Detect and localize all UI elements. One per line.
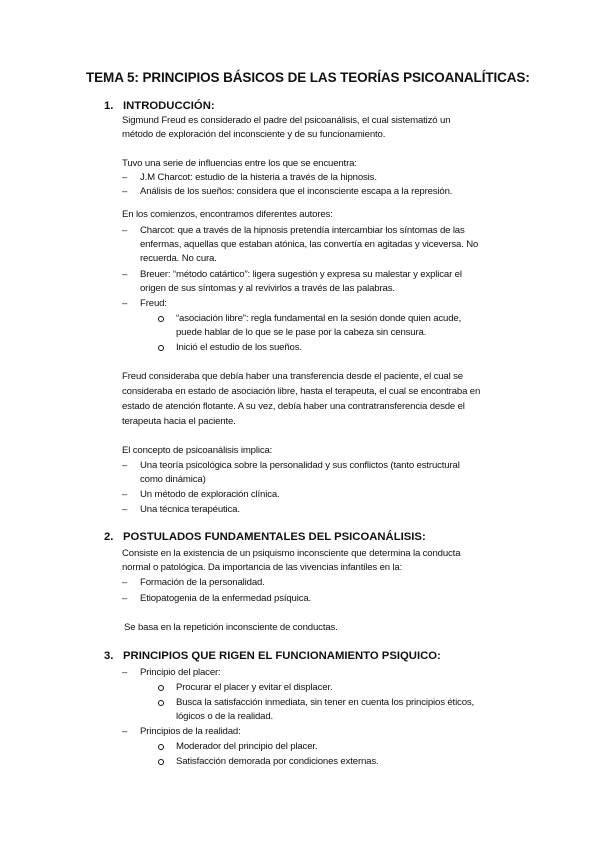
list-item: Un método de exploración clínica. [140, 489, 280, 500]
dash-bullet: – [122, 489, 128, 500]
sub-list-item-continued: puede hablar de lo que se le pase por la cabeza sin censura. [176, 327, 427, 338]
paragraph-line: Consiste en la existencia de un psiquismo inconsciente que determina la conducta [122, 548, 461, 559]
list-item: Una técnica terapéutica. [140, 504, 240, 515]
list-item-continued: recuerda. No cura. [140, 253, 217, 264]
dash-bullet: – [122, 460, 128, 471]
sub-list-item: Inició el estudio de los sueños. [176, 342, 302, 353]
dash-bullet: – [122, 667, 128, 678]
dash-bullet: – [122, 172, 128, 183]
section-1-number: 1. [104, 100, 114, 112]
section-2-number: 2. [104, 531, 114, 543]
list-item: Principios de la realidad: [140, 726, 241, 737]
dash-bullet: – [122, 593, 128, 604]
sub-list-item: “asociación libre”: regla fundamental en la sesión donde quien acude, [176, 313, 462, 324]
section-3-heading [104, 650, 441, 662]
dash-bullet: – [122, 186, 128, 197]
paragraph-line: Sigmund Freud es considerado el padre del psicoanálisis, el cual sistematizó un [122, 115, 451, 126]
dash-bullet: – [122, 269, 128, 280]
section-1-title: INTRODUCCIÓN: [123, 100, 215, 112]
circle-bullet-icon [158, 685, 164, 691]
paragraph-line: Freud consideraba que debía haber una transferencia desde el paciente, el cual se [122, 371, 463, 382]
section-1-heading [104, 100, 215, 112]
dash-bullet: – [122, 298, 128, 309]
circle-bullet-icon [158, 316, 164, 322]
sub-list-item: Moderador del principio del placer. [176, 741, 318, 752]
list-item: Formación de la personalidad. [140, 577, 265, 588]
sub-list-item: Busca la satisfacción inmediata, sin tener en cuenta los principios éticos, [176, 697, 475, 708]
sub-list-item-continued: lógicos o de la realidad. [176, 711, 274, 722]
paragraph-line: Tuvo una serie de influencias entre los que se encuentra: [122, 158, 357, 169]
list-item-continued: origen de sus síntomas y al revivirlos a través de las palabras. [140, 283, 395, 294]
paragraph-line: normal o patológica. Da importancia de las vivencias infantiles en la: [122, 562, 403, 573]
sub-list-item: Procurar el placer y evitar el displacer. [176, 682, 333, 693]
list-item: J.M Charcot: estudio de la histeria a través de la hipnosis. [140, 172, 377, 183]
paragraph-line: El concepto de psicoanálisis implica: [122, 445, 273, 456]
circle-bullet-icon [158, 744, 164, 750]
paragraph-line: terapeuta hacia el paciente. [122, 416, 236, 427]
list-item: Charcot: que a través de la hipnosis pretendía intercambiar los síntomas de las [140, 225, 465, 236]
list-item: Una teoría psicológica sobre la personalidad y sus conflictos (tanto estructural [140, 460, 460, 471]
circle-bullet-icon [158, 345, 164, 351]
circle-bullet-icon [158, 700, 164, 706]
list-item: Principio del placer: [140, 667, 221, 678]
dash-bullet: – [122, 726, 128, 737]
paragraph-line: estado de atención flotante. A su vez, debía haber una contratransferencia desde el [122, 401, 465, 412]
list-item: Freud: [140, 298, 167, 309]
section-3-number: 3. [104, 650, 114, 662]
paragraph-line: Se basa en la repetición inconsciente de conductas. [124, 622, 338, 633]
list-item: Breuer: “método catártico”: ligera sugestión y expresa su malestar y explicar el [140, 269, 462, 280]
dash-bullet: – [122, 504, 128, 515]
section-2-title: POSTULADOS FUNDAMENTALES DEL PSICOANÁLISIS: [123, 531, 426, 543]
list-item-continued: como dinámica) [140, 474, 206, 485]
paragraph-line: consideraba en estado de asociación libre, hasta el terapeuta, el cual se encontraba en [122, 386, 481, 397]
list-item: Análisis de los sueños: considera que el inconsciente escapa a la represión. [140, 186, 453, 197]
list-item-continued: enfermas, aquellas que estaban atónica, las convertía en agitadas y viceversa. No [140, 239, 479, 250]
paragraph-line: En los comienzos, encontramos diferentes autores: [122, 209, 333, 220]
section-2-heading [104, 531, 426, 543]
paragraph-line: método de exploración del inconsciente y de su funcionamiento. [122, 129, 386, 140]
dash-bullet: – [122, 577, 128, 588]
circle-bullet-icon [158, 759, 164, 765]
sub-list-item: Satisfacción demorada por condiciones externas. [176, 756, 379, 767]
list-item: Etiopatogenia de la enfermedad psíquica. [140, 593, 312, 604]
dash-bullet: – [122, 225, 128, 236]
section-3-title: PRINCIPIOS QUE RIGEN EL FUNCIONAMIENTO PSIQUICO: [123, 650, 441, 662]
page-title: TEMA 5: PRINCIPIOS BÁSICOS DE LAS TEORÍAS PSICOANALÍTICAS: [86, 70, 530, 85]
